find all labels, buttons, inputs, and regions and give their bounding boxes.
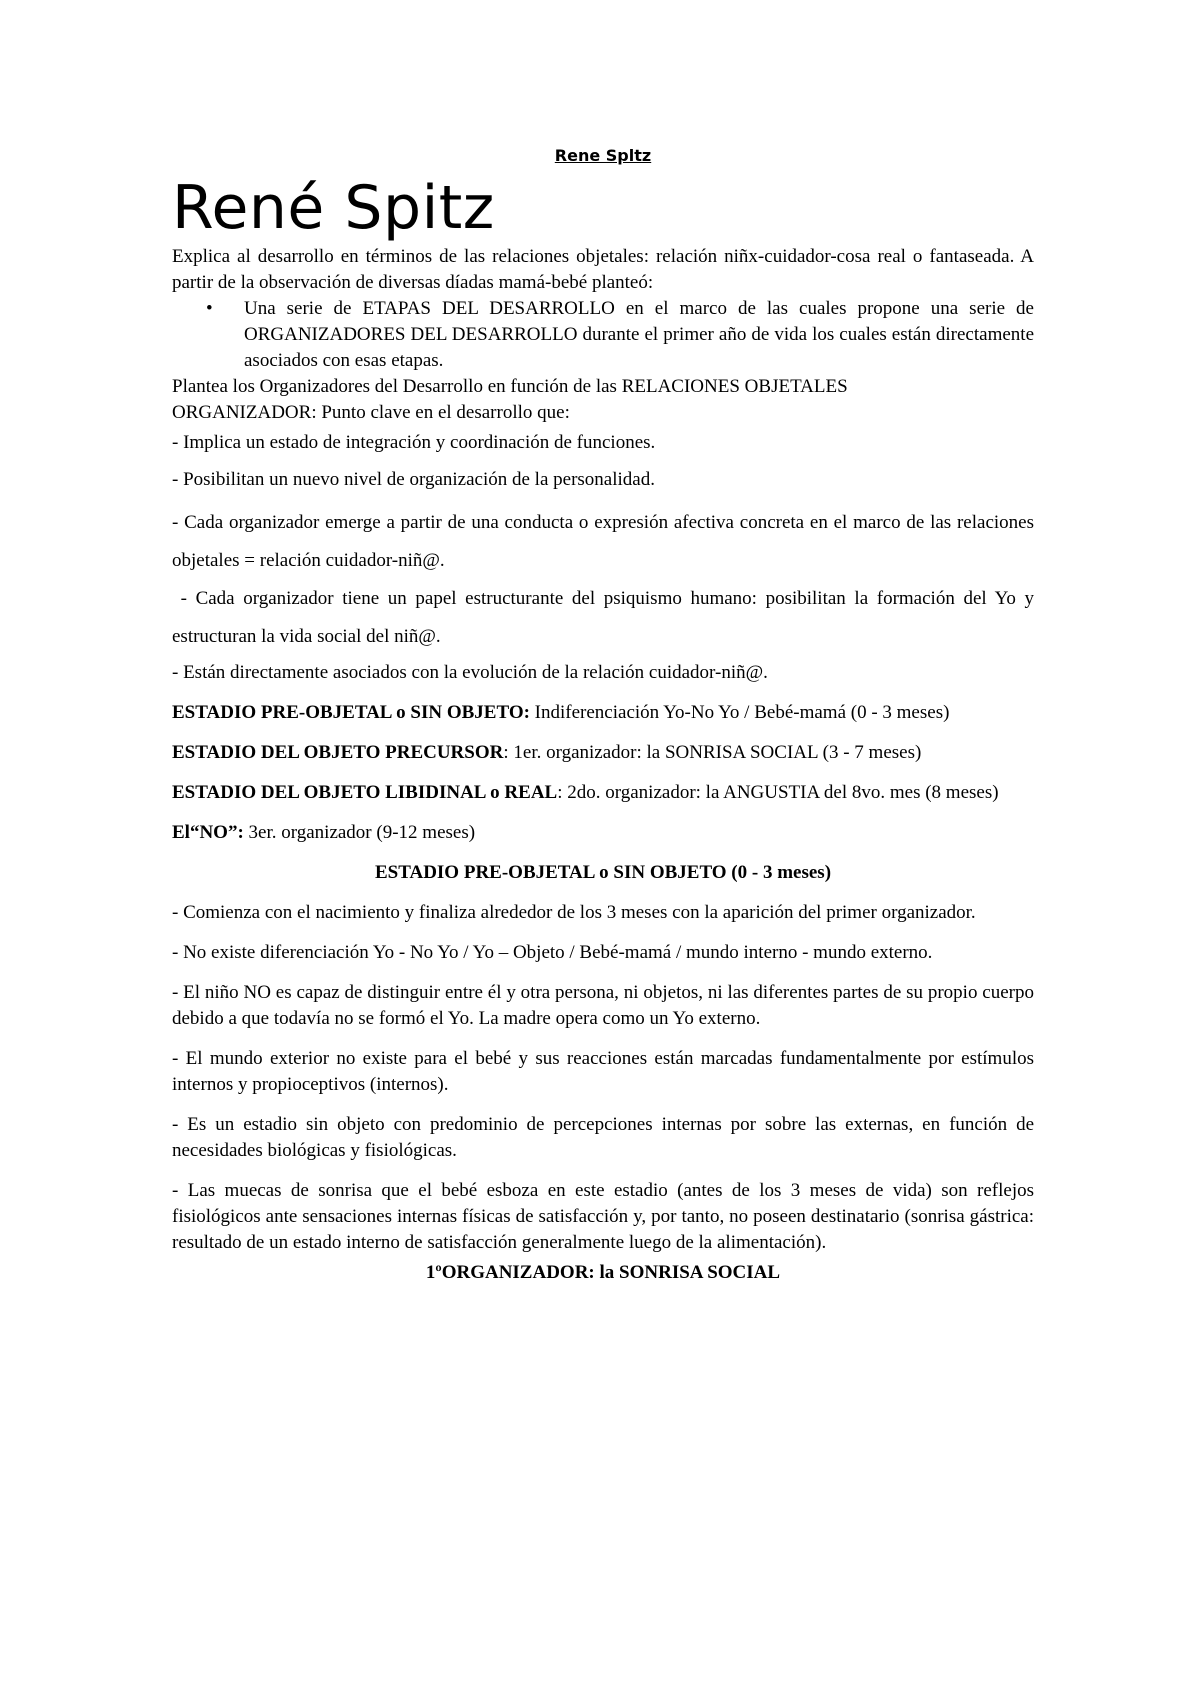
property-item: - Implica un estado de integración y coordinación de funciones. [172, 432, 656, 453]
header-title: Rene Spltz [554, 146, 652, 165]
section-heading-sonrisa-social: 1ºORGANIZADOR: la SONRISA SOCIAL [425, 1262, 781, 1283]
intro-line-1: Plantea los Organizadores del Desarrollo en función de las RELACIONES OBJETALES [172, 376, 848, 397]
intro-line-2: ORGANIZADOR: Punto clave en el desarrollo que: [172, 402, 570, 423]
stage-label: ESTADIO PRE-OBJETAL o SIN OBJETO: [172, 702, 530, 723]
main-title: René Spitz [172, 173, 495, 243]
bullet-text: Una serie de ETAPAS DEL DESARROLLO en el marco de las cuales propone una serie de ORGANIZADORES DEL DESARROLLO durante el primer año de vida los cuales están directamente asociados con esas etapas. [244, 298, 1034, 371]
stage-text: Indiferenciación Yo-No Yo / Bebé-mamá (0 - 3 meses) [529, 702, 950, 723]
preobjetal-section [172, 900, 1034, 1256]
bullet-dot-icon: • [206, 298, 213, 319]
stages-list [172, 700, 1034, 846]
stage-text: : 2do. organizador: la ANGUSTIA del 8vo. mes (8 meses) [557, 782, 999, 803]
stage-item [172, 820, 1034, 846]
property-item: - Están directamente asociados con la evolución de la relación cuidador-niñ@. [172, 662, 768, 683]
section-item: - El niño NO es capaz de distinguir entre él y otra persona, ni objetos, ni las diferentes partes de su propio cuerpo debido a que todavía no se formó el Yo. La madre opera como un Yo externo. [172, 982, 1034, 1029]
stage-item [172, 780, 1034, 806]
property-item: - Cada organizador emerge a partir de una conducta o expresión afectiva concreta en el marco de las relaciones objetales = relación cuidador-niñ@. [172, 512, 1034, 571]
section-heading-preobjetal: ESTADIO PRE-OBJETAL o SIN OBJETO (0 - 3 meses) [374, 862, 832, 883]
stage-item [172, 740, 1034, 766]
property-item: - Cada organizador tiene un papel estructurante del psiquismo humano: posibilitan la formación del Yo y estructuran la vida social del niñ@. [172, 588, 1039, 647]
stage-item [172, 700, 1034, 726]
intro-paragraph: Explica al desarrollo en términos de las relaciones objetales: relación niñx-cuidador-cosa real o fantaseada. A partir de la observación de diversas díadas mamá-bebé planteó: [172, 246, 1034, 293]
section-item: - Comienza con el nacimiento y finaliza alrededor de los 3 meses con la aparición del primer organizador. [172, 902, 976, 923]
bullet-list [172, 296, 1034, 374]
section-item: - Es un estadio sin objeto con predominio de percepciones internas por sobre las externas, en función de necesidades biológicas y fisiológicas. [172, 1114, 1034, 1161]
bullet-item [206, 296, 1034, 374]
section-item: - El mundo exterior no existe para el bebé y sus reacciones están marcadas fundamentalmente por estímulos internos y propioceptivos (internos). [172, 1048, 1034, 1095]
stage-text: : 1er. organizador: la SONRISA SOCIAL (3 - 7 meses) [503, 742, 922, 763]
stage-label: ESTADIO DEL OBJETO LIBIDINAL o REAL [172, 782, 558, 803]
section-item: - No existe diferenciación Yo - No Yo / Yo – Objeto / Bebé-mamá / mundo interno - mundo externo. [172, 942, 933, 963]
document-page [172, 140, 1039, 1300]
stage-label: El“NO”: [172, 822, 244, 843]
section-item: - Las muecas de sonrisa que el bebé esboza en este estadio (antes de los 3 meses de vida) son reflejos fisiológicos ante sensaciones internas físicas de satisfacción y, por tanto, no poseen destinatario (sonrisa gástrica: resultado de un estado interno de satisfacción generalmente luego de la alimentación). [172, 1180, 1034, 1253]
property-item: - Posibilitan un nuevo nivel de organización de la personalidad. [172, 469, 655, 490]
stage-label: ESTADIO DEL OBJETO PRECURSOR [172, 742, 504, 763]
stage-text: 3er. organizador (9-12 meses) [243, 822, 476, 843]
organizer-properties [172, 430, 1039, 686]
